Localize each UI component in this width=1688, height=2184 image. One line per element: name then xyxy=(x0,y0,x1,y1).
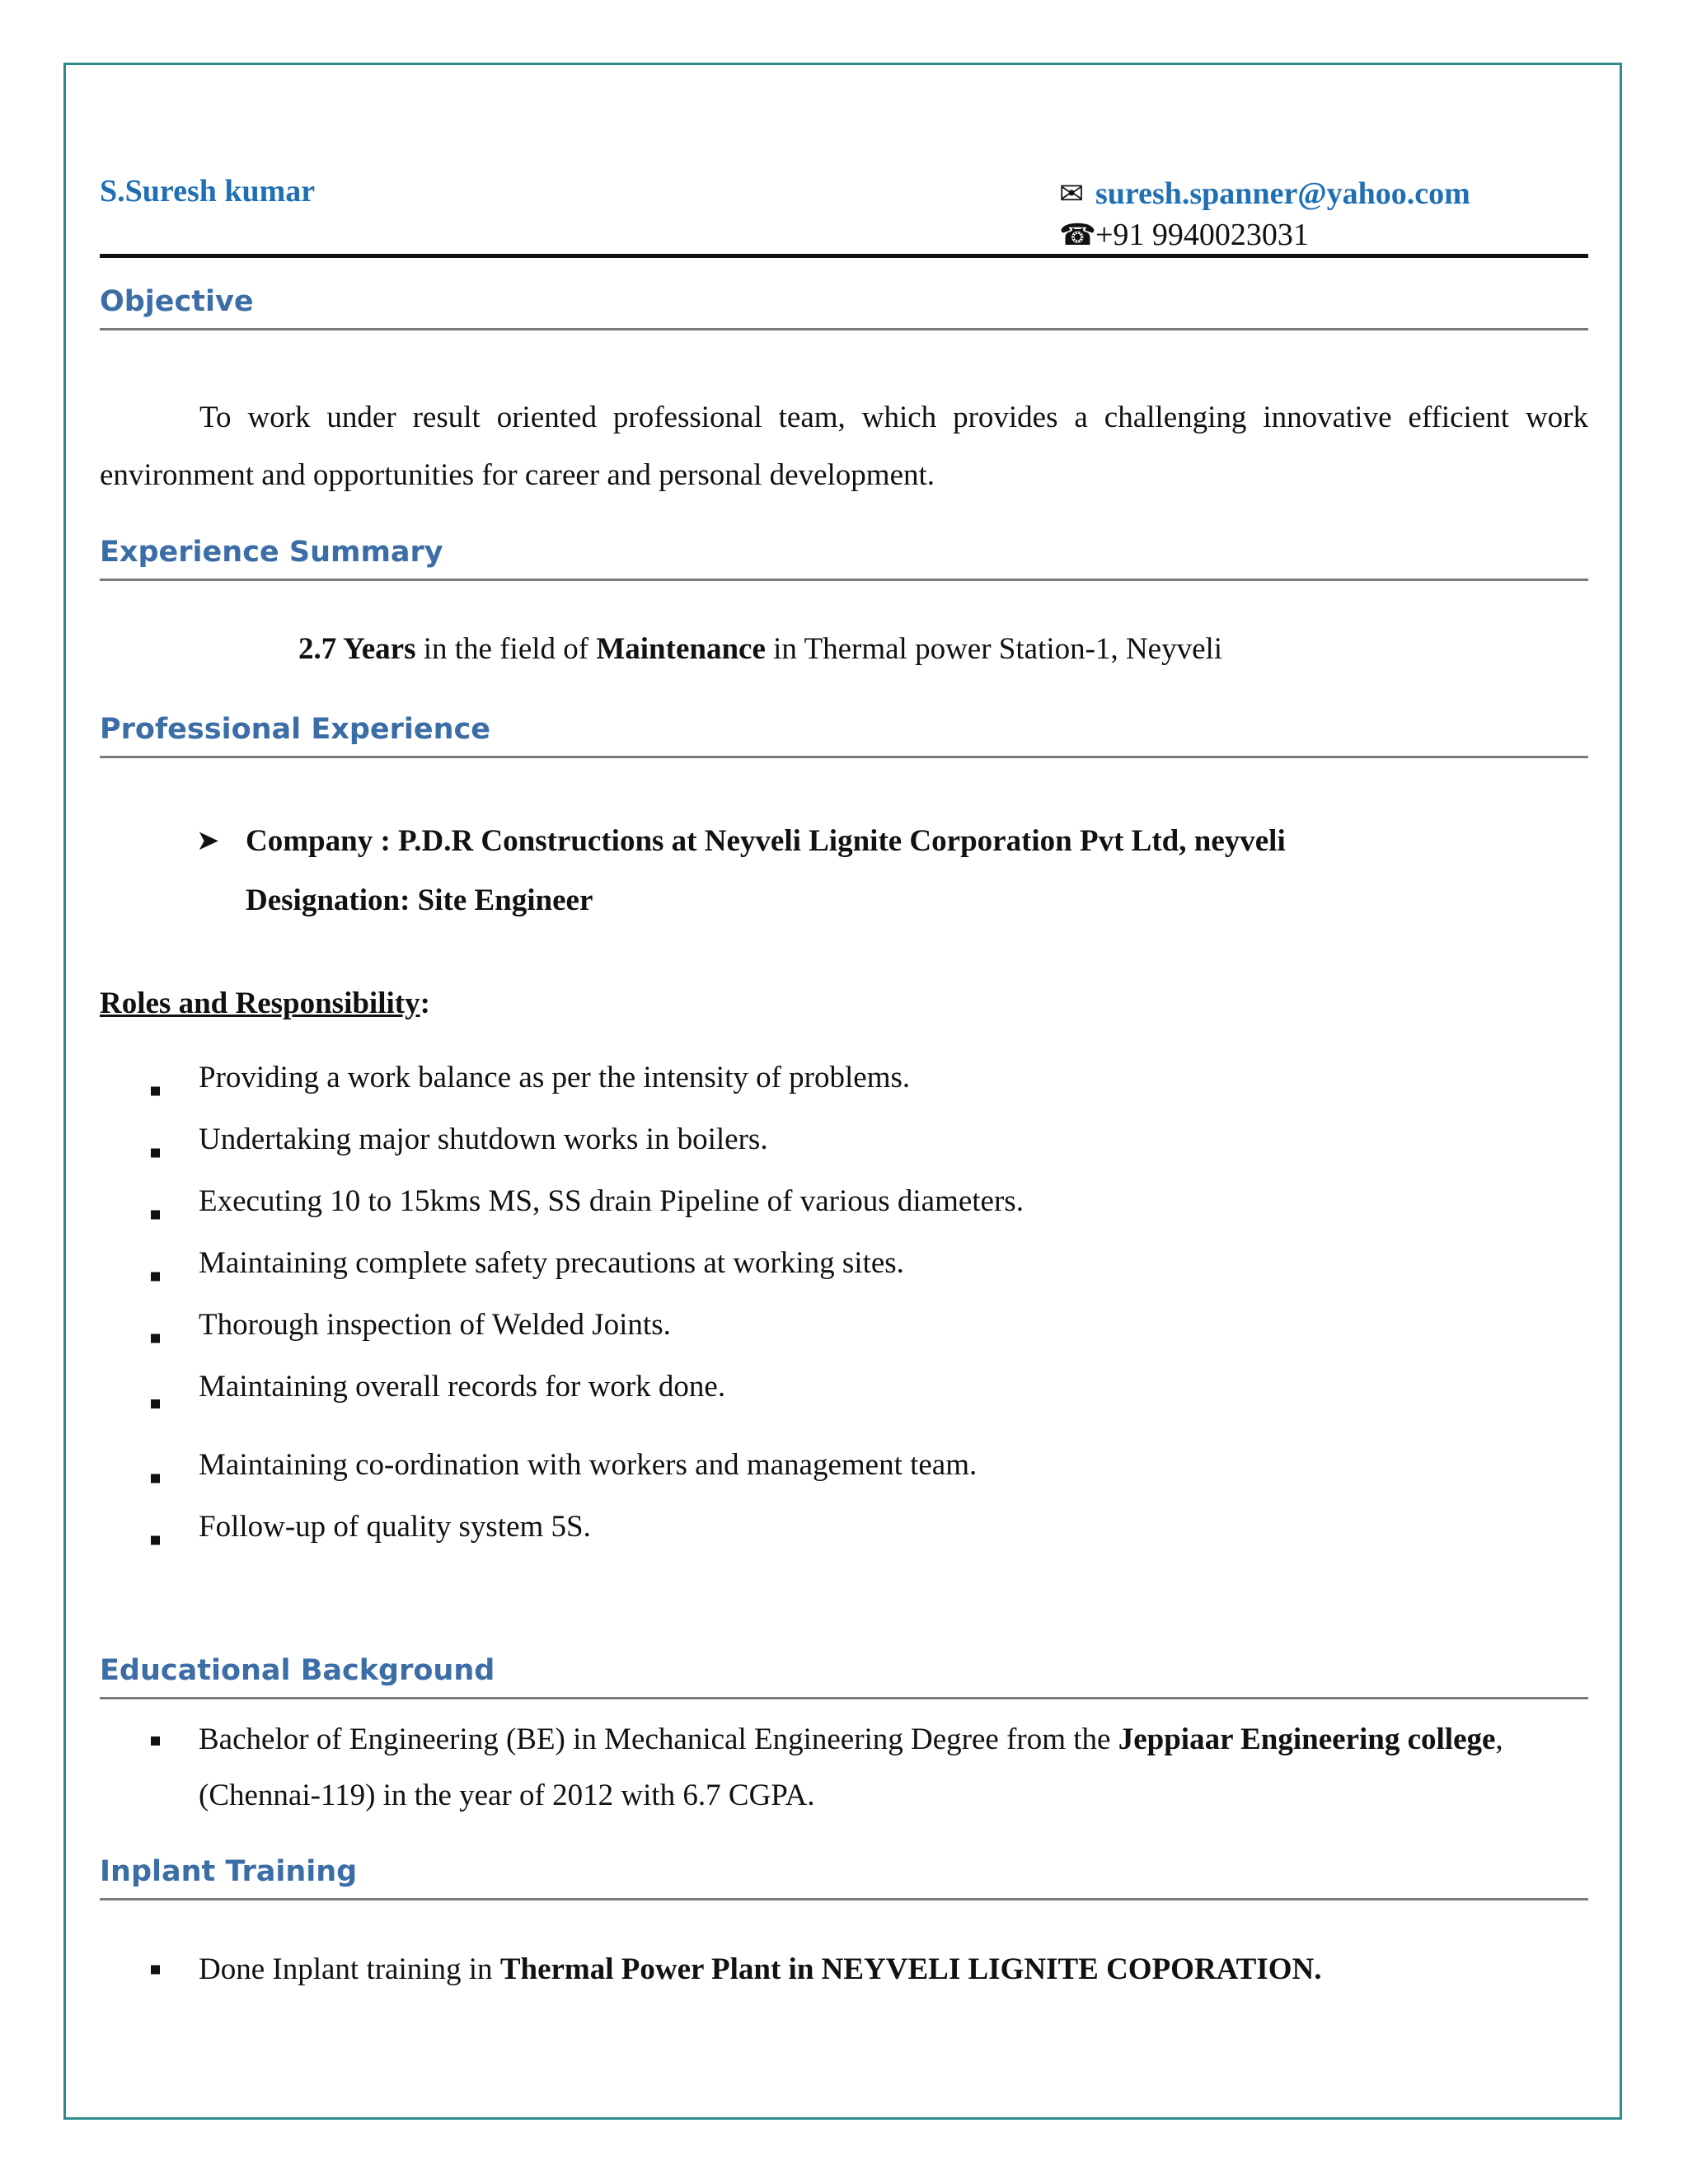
phone-number: +91 9940023031 xyxy=(1095,218,1309,252)
section-divider xyxy=(100,1697,1588,1699)
section-divider xyxy=(100,579,1588,581)
square-bullet-icon xyxy=(151,1474,160,1483)
list-item: Thorough inspection of Welded Joints. xyxy=(151,1307,1024,1369)
telephone-icon: ☎ xyxy=(1059,218,1096,251)
list-item: Maintaining co-ordination with workers and management team. xyxy=(151,1447,1024,1509)
education-entry: Bachelor of Engineering (BE) in Mechanical Engineering Degree from the Jeppiaar Engineering college, (Chennai-119) in the year of 2012 with 6.7 CGPA. xyxy=(151,1712,1552,1824)
list-item: Executing 10 to 15kms MS, SS drain Pipeline of various diameters. xyxy=(151,1183,1024,1245)
contact-block xyxy=(1059,173,1470,255)
candidate-name: S.Suresh kumar xyxy=(100,174,316,209)
list-item: Maintaining overall records for work done. xyxy=(151,1369,1024,1447)
square-bullet-icon xyxy=(151,1333,160,1343)
square-bullet-icon xyxy=(151,1272,160,1281)
square-bullet-icon xyxy=(151,1399,160,1408)
company-line: Company : P.D.R Constructions at Neyveli Lignite Corporation Pvt Ltd, neyveli xyxy=(246,824,1286,858)
section-title-experience-summary: Experience Summary xyxy=(100,536,443,569)
envelope-icon: ✉ xyxy=(1059,177,1085,210)
list-item: Follow-up of quality system 5S. xyxy=(151,1509,1024,1571)
square-bullet-icon xyxy=(151,1736,160,1746)
experience-summary-text: 2.7 Years in the field of Maintenance in Thermal power Station-1, Neyveli xyxy=(298,632,1223,666)
square-bullet-icon xyxy=(151,1086,160,1095)
section-title-education: Educational Background xyxy=(100,1654,495,1687)
section-divider xyxy=(100,1898,1588,1900)
roles-list xyxy=(151,1060,1024,1571)
list-item: Providing a work balance as per the intensity of problems. xyxy=(151,1060,1024,1122)
objective-text: To work under result oriented professional team, which provides a challenging innovative efficient work environment and opportunities for career and personal development. xyxy=(100,401,1588,492)
section-title-inplant-training: Inplant Training xyxy=(100,1855,358,1888)
email-link[interactable]: suresh.spanner@yahoo.com xyxy=(1095,176,1470,211)
section-title-professional-experience: Professional Experience xyxy=(100,713,491,746)
phone-row xyxy=(1059,214,1470,255)
square-bullet-icon xyxy=(151,1210,160,1219)
section-divider xyxy=(100,756,1588,758)
company-entry xyxy=(198,812,1286,930)
square-bullet-icon xyxy=(151,1965,160,1974)
arrow-bullet-icon: ➤ xyxy=(196,826,220,856)
list-item: Undertaking major shutdown works in boilers. xyxy=(151,1122,1024,1183)
square-bullet-icon xyxy=(151,1148,160,1157)
header-divider xyxy=(100,254,1588,258)
designation-line: Designation: Site Engineer xyxy=(246,883,593,917)
list-item: Maintaining complete safety precautions at working sites. xyxy=(151,1245,1024,1307)
section-title-objective: Objective xyxy=(100,285,254,318)
inplant-entry: Done Inplant training in Thermal Power Plant in NEYVELI LIGNITE COPORATION. xyxy=(151,1952,1321,1987)
section-divider xyxy=(100,328,1588,330)
roles-heading: Roles and Responsibility: xyxy=(100,987,430,1020)
email-row xyxy=(1059,173,1470,214)
square-bullet-icon xyxy=(151,1535,160,1544)
